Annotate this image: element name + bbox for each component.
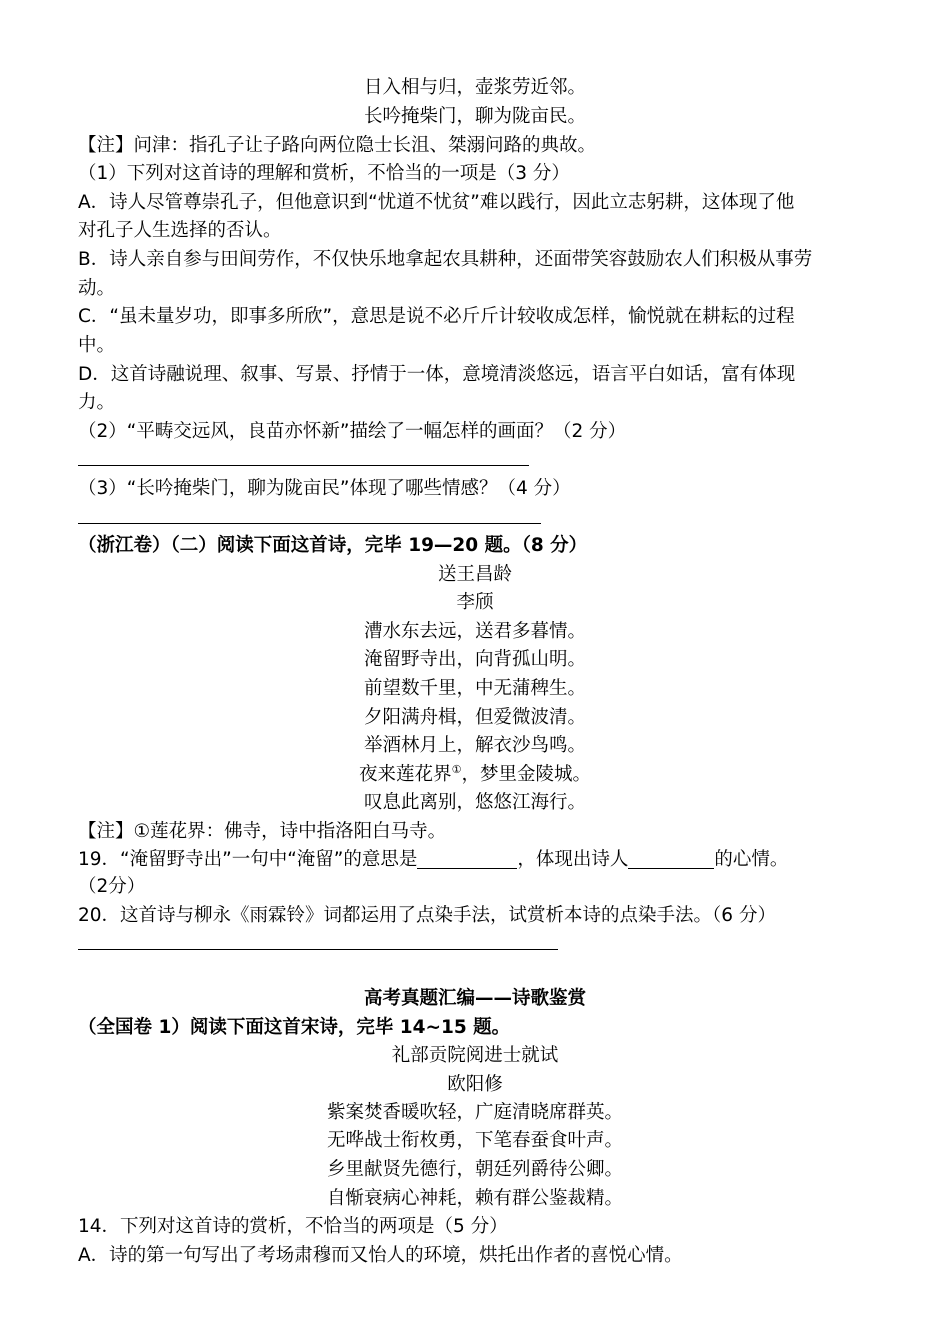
poem-author: 李颀 — [456, 592, 494, 613]
section-heading: 高考真题汇编——诗歌鉴赏 — [363, 988, 586, 1009]
option-d-line1: D．这首诗融说理、叙事、写景、抒情于一体，意境清淡悠远，语言平白如话，富有体现 — [78, 364, 796, 385]
poem-line: 长吟掩柴门，聊为陇亩民。 — [363, 106, 586, 127]
poem-title: 送王昌龄 — [437, 564, 512, 585]
poem-line: 紫案焚香暖吹轻，广庭清晓席群英。 — [326, 1102, 623, 1123]
question-1: （1）下列对这首诗的理解和赏析，不恰当的一项是（3 分） — [78, 163, 570, 184]
poem-line: 叹息此离别，悠悠江海行。 — [363, 792, 586, 813]
poem-author: 欧阳修 — [447, 1074, 503, 1095]
answer-line — [78, 465, 529, 466]
poem-line: 淹留野寺出，向背孤山明。 — [363, 649, 586, 670]
poem-line: 乡里献贤先德行，朝廷列爵待公卿。 — [326, 1159, 623, 1180]
poem-line: 夕阳满舟楫，但爱微波清。 — [363, 707, 586, 728]
poem-note: 【注】①莲花界：佛寺，诗中指洛阳白马寺。 — [78, 821, 447, 842]
answer-line — [78, 949, 558, 950]
option-d-line2: 力。 — [78, 392, 116, 413]
section-header: （浙江卷）（二）阅读下面这首诗，完毕 19—20 题。（8 分） — [78, 535, 588, 556]
option-c-line1: C．“虽未量岁功，即事多所欣”，意思是说不必斤斤计较收成怎样，愉悦就在耕耘的过程 — [78, 306, 795, 327]
poem-line-tail: ，梦里金陵城。 — [461, 764, 591, 785]
question-20: 20．这首诗与柳永《雨霖铃》词都运用了点染手法，试赏析本诗的点染手法。（6 分） — [78, 905, 776, 926]
poem-line: 漕水东去远，送君多暮情。 — [363, 621, 586, 642]
option-b-line1: B．诗人亲自参与田间劳作，不仅快乐地拿起农具耕种，还面带笑容鼓励农人们积极从事劳 — [78, 249, 813, 270]
question-19: 19．“淹留野寺出”一句中“淹留”的意思是 ，体现出诗人 的心情。 — [78, 849, 789, 870]
poem-line: 前望数千里，中无蒲稗生。 — [363, 678, 586, 699]
poem-line: 自惭衰病心神耗，赖有群公鉴裁精。 — [326, 1188, 623, 1209]
option-a: A．诗的第一句写出了考场肃穆而又怡人的环境，烘托出作者的喜悦心情。 — [78, 1245, 683, 1266]
question-19-score: （2分） — [78, 876, 146, 897]
question-14: 14．下列对这首诗的赏析，不恰当的两项是（5 分） — [78, 1216, 508, 1237]
poem-line-head: 夜来莲花界 — [359, 764, 452, 785]
option-b-line2: 动。 — [78, 278, 116, 299]
question-2: （2）“平畴交远风，良苗亦怀新”描绘了一幅怎样的画面？（2 分） — [78, 421, 627, 442]
section-header: （全国卷 1）阅读下面这首宋诗，完毕 14~15 题。 — [78, 1017, 511, 1038]
fill-blank[interactable] — [417, 848, 517, 869]
poem-line: 无哗战士衔枚勇，下笔春蚕食叶声。 — [326, 1130, 623, 1151]
poem-line: 日入相与归，壶浆劳近邻。 — [363, 77, 586, 98]
poem-note: 【注】问津：指孔子让子路向两位隐士长沮、桀溺问路的典故。 — [78, 135, 597, 156]
poem-line — [0, 761, 950, 789]
option-c-line2: 中。 — [78, 335, 116, 356]
poem-line: 举酒林月上，解衣沙鸟鸣。 — [363, 735, 586, 756]
option-a-line2: 对孔子人生选择的否认。 — [78, 220, 282, 241]
option-a-line1: A．诗人尽管尊崇孔子，但他意识到“忧道不忧贫”难以践行，因此立志躬耕，这体现了他 — [78, 192, 795, 213]
answer-line — [78, 523, 541, 524]
fill-blank[interactable] — [628, 848, 714, 869]
poem-title: 礼部贡院阅进士就试 — [391, 1045, 559, 1066]
question-3: （3）“长吟掩柴门，聊为陇亩民”体现了哪些情感？（4 分） — [78, 478, 571, 499]
footnote-marker: ① — [451, 763, 462, 776]
